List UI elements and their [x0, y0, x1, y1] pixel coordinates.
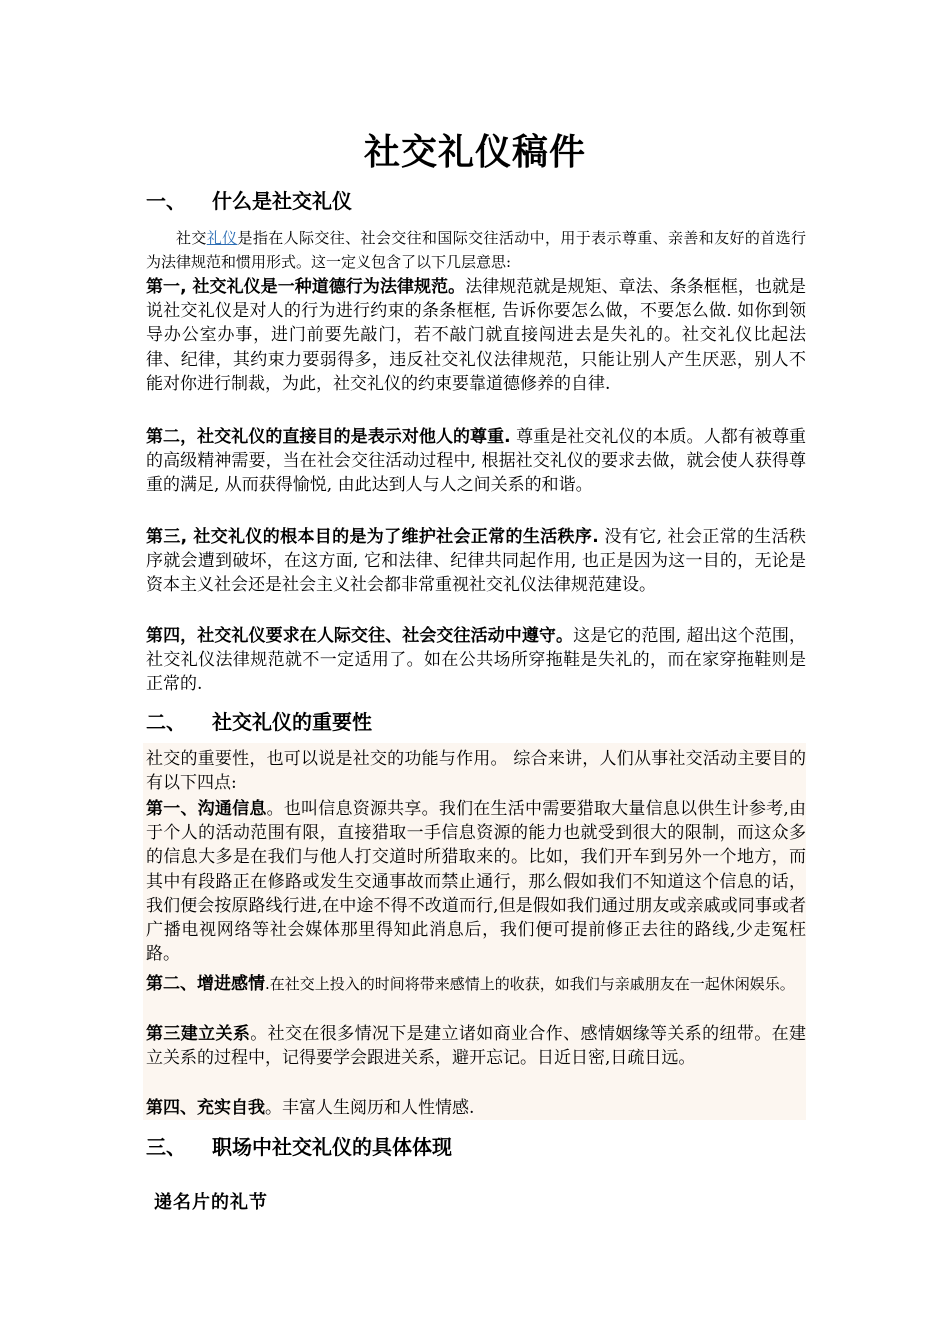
- point-body: 尊重是社交礼仪的本质。人都有被尊重的高级精神需要，当在社会交往活动过程中, 根据社交礼仪的要求去做，就会使人获得尊重的满足, 从而获得愉悦, 由此达到人与人之间关系的和谐。: [146, 427, 806, 496]
- point-lead: 第一, 社交礼仪是一种道德行为法律规范。: [146, 277, 466, 297]
- point-body: 。也叫信息资源共享。我们在生活中需要猎取大量信息以供生计参考,由于个人的活动范围有限，直接猎取一手信息资源的能力也就受到很大的限制，而这众多的信息大多是在我们与他人打交道时所猎取来的。比如，我们开车到另外一个地方，而其中有段路正在修路或发生交通事故而禁止通行，那么假如我们不知道这个信息的话，我们便会按原路线行进,在中途不得不改道而行,但是假如我们通过朋友或亲戚或同事或者广播电视网络等社会媒体那里得知此消息后，我们便可提前修正去往的路线,少走冤枉路。: [146, 799, 807, 965]
- section-1-point-1: [146, 275, 806, 396]
- section-1-title: 什么是社交礼仪: [212, 189, 352, 213]
- section-3-heading: [146, 1133, 452, 1161]
- liyi-link[interactable]: 礼仪: [206, 229, 238, 247]
- section-1-heading: [146, 187, 352, 215]
- section-3-title: 职场中社交礼仪的具体体现: [212, 1135, 452, 1159]
- point-body: 这是它的范围, 超出这个范围，社交礼仪法律规范就不一定适用了。如在公共场所穿拖鞋是失礼的，而在家穿拖鞋则是正常的.: [146, 626, 807, 695]
- section-2-point-3: [146, 1022, 806, 1070]
- section-2-point-4: [146, 1096, 806, 1120]
- section-3-number: 三、: [146, 1135, 186, 1159]
- point-body: 法律规范就是规矩、章法、条条框框，也就是说社交礼仪是对人的行为进行约束的条条框框, 告诉你要怎么做，不要怎么做. 如你到领导办公室办事，进门前要先敲门，若不敲门就直接闯进去是失礼的。社交礼仪比起法律、纪律，其约束力要弱得多，违反社交礼仪法律规范，只能让别人产生厌恶，别人不能对你进行制裁，为此，社交礼仪的约束要靠道德修养的自律.: [146, 277, 806, 394]
- point-body: 。社交在很多情况下是建立诸如商业合作、感情姻缘等关系的纽带。在建立关系的过程中，记得要学会跟进关系，避开忘记。日近日密,日疏日远。: [146, 1024, 807, 1069]
- point-lead: 第四，社交礼仪要求在人际交往、社会交往活动中遵守。: [146, 626, 574, 646]
- section-2-title: 社交礼仪的重要性: [212, 710, 372, 734]
- point-body: .在社交上投入的时间将带来感情上的收获，如我们与亲戚朋友在一起休闲娱乐。: [265, 975, 795, 993]
- section-2-intro: 社交的重要性，也可以说是社交的功能与作用。 综合来讲，人们从事社交活动主要目的有以下四点:: [146, 749, 806, 794]
- point-lead: 第四、充实自我: [146, 1098, 265, 1118]
- point-lead: 第三建立关系: [146, 1024, 251, 1044]
- intro-text-post: 是指在人际交往、社会交往和国际交往活动中，用于表示尊重、亲善和友好的首选行为法律规范和惯用形式。这一定义包含了以下几层意思:: [146, 229, 806, 271]
- point-body: 。丰富人生阅历和人性情感.: [265, 1098, 475, 1118]
- section-2-heading: [146, 708, 372, 736]
- point-lead: 第一、沟通信息: [146, 799, 267, 819]
- point-lead: 第三, 社交礼仪的根本目的是为了维护社会正常的生活秩序.: [146, 527, 599, 547]
- section-2-number: 二、: [146, 710, 186, 734]
- point-body: 没有它, 社会正常的生活秩序就会遭到破坏，在这方面, 它和法律、纪律共同起作用, 也正是因为这一目的，无论是资本主义社会还是社会主义社会都非常重视社交礼仪法律规范建设。: [146, 527, 806, 596]
- section-1-point-4: [146, 624, 806, 697]
- section-1-number: 一、: [146, 189, 186, 213]
- point-lead: 第二，社交礼仪的直接目的是表示对他人的尊重.: [146, 427, 511, 447]
- section-2-point-2: [146, 972, 806, 996]
- section-3-subheading: 递名片的礼节: [154, 1192, 268, 1213]
- document-title: 社交礼仪稿件: [363, 132, 586, 173]
- section-1-intro: [146, 226, 806, 274]
- section-1-point-2: [146, 425, 806, 498]
- section-1-point-3: [146, 525, 806, 598]
- intro-text-pre: 社交: [176, 229, 207, 247]
- point-lead: 第二、增进感情: [146, 974, 265, 994]
- section-2-point-1: [146, 797, 806, 966]
